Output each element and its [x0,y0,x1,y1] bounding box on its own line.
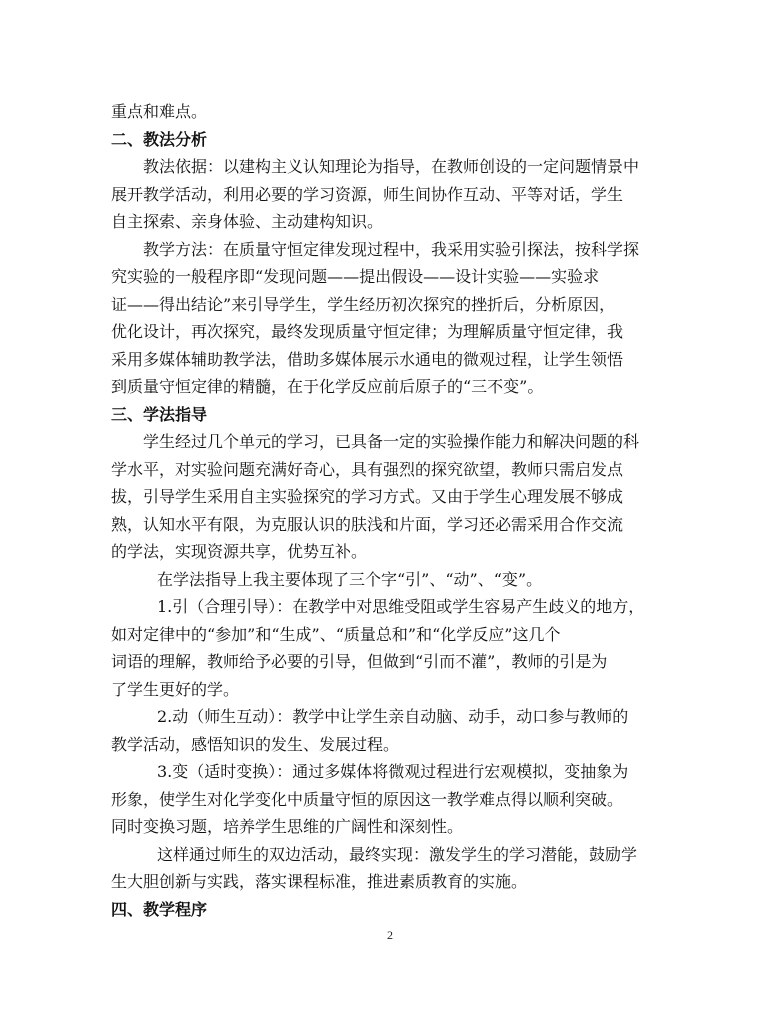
text-line: 自主探索、亲身体验、主动建构知识。 [111,212,384,231]
text-line: 教学方法：在质量守恒定律发现过程中，我采用实验引探法，按科学探 [143,239,640,259]
text-line: 熟，认知水平有限，为克服认识的肤浅和片面，学习还必需采用合作交流 [111,514,624,534]
text-line: 3.变（适时变换）：通过多媒体将微观过程进行宏观模拟，变抽象为 [157,762,629,781]
text-line: 究实验的一般程序即“发现问题——提出假设——设计实验——实验求 [111,267,600,286]
text-line: 教法依据：以建构主义认知理论为指导，在教师创设的一定问题情景中 [143,157,640,176]
text-line: 词语的理解，教师给予必要的引导，但做到“引而不灌”，教师的引是为 [111,652,608,671]
section-heading: 四、教学程序 [111,899,208,919]
text-line: 学水平，对实验问题充满好奇心，具有强烈的探究欲望，教师只需启发点 [111,459,624,479]
text-line: 2.动（师生互动）：教学中让学生亲自动脑、动手，动口参与教师的 [157,707,629,726]
text-line: 学生经过几个单元的学习，已具备一定的实验操作能力和解决问题的科 [143,432,640,451]
text-line: 拔，引导学生采用自主实验探究的学习方式。又由于学生心理发展不够成 [111,487,624,506]
text-line: 在学法指导上我主要体现了三个字“引”、“动”、“变”。 [157,569,543,589]
text-line: 采用多媒体辅助教学法，借助多媒体展示水通电的微观过程，让学生领悟 [111,349,624,369]
text-line: 教学活动，感悟知识的发生、发展过程。 [111,734,400,754]
text-line: 1.引（合理引导）：在教学中对思维受阻或学生容易产生歧义的地方， [157,597,645,616]
text-line: 这样通过师生的双边活动，最终实现：激发学生的学习潜能，鼓励学 [157,844,638,864]
text-line: 形象，使学生对化学变化中质量守恒的原因这一教学难点得以顺利突破。 [111,789,624,809]
section-heading: 二、教法分析 [111,129,208,149]
page-number: 2 [387,928,393,942]
text-line: 了学生更好的学。 [111,679,240,699]
text-line: 的学法，实现资源共享，优势互补。 [111,542,368,561]
text-line: 重点和难点。 [111,102,208,121]
text-line: 优化设计，再次探究，最终发现质量守恒定律；为理解质量守恒定律，我 [111,322,624,341]
text-line: 到质量守恒定律的精髓，在于化学反应前后原子的“三不变”。 [111,377,544,396]
text-line: 如对定律中的“参加”和“生成”、“质量总和”和“化学反应”这几个 [111,624,561,644]
text-line: 同时变换习题，培养学生思维的广阔性和深刻性。 [111,817,464,836]
text-line: 证——得出结论”来引导学生，学生经历初次探究的挫折后，分析原因， [111,294,616,314]
text-line: 展开教学活动，利用必要的学习资源，师生间协作互动、平等对话，学生 [111,184,624,204]
text-line: 生大胆创新与实践，落实课程标准，推进素质教育的实施。 [111,872,528,891]
document-body [111,98,671,923]
section-heading: 三、学法指导 [111,404,208,424]
